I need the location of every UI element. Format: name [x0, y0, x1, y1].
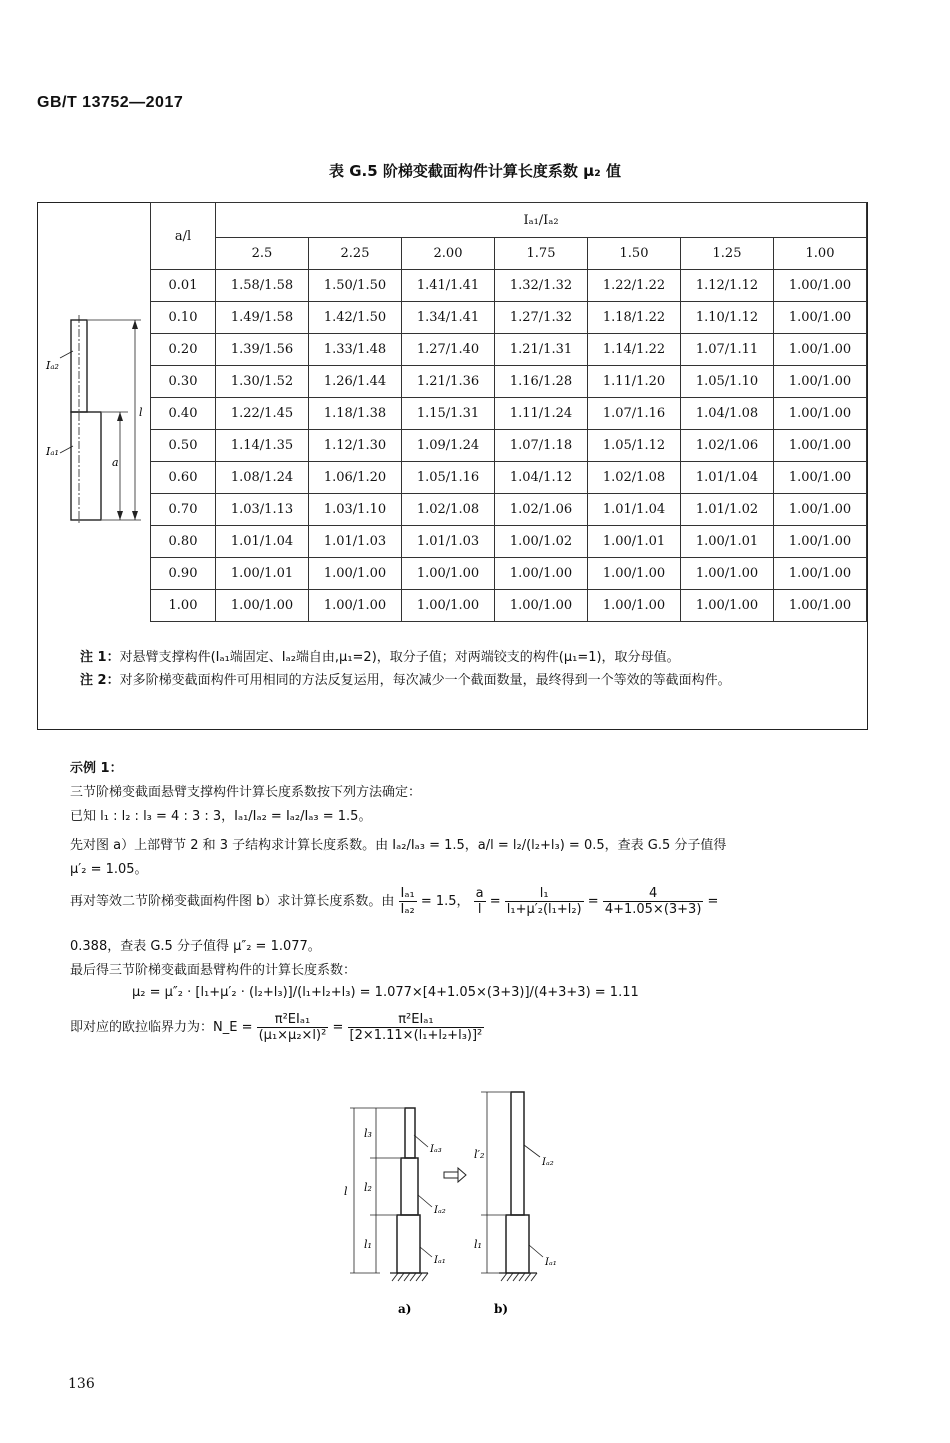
table-row: [151, 398, 867, 430]
table-cell: 1.00/1.00: [774, 462, 867, 494]
row-header-al: a/l: [151, 203, 216, 270]
mu2-table: [150, 202, 867, 622]
table-cell: 1.02/1.08: [588, 462, 681, 494]
table-cell: 1.00/1.00: [588, 558, 681, 590]
row-al-value: 0.01: [151, 270, 216, 302]
table-cell: 1.06/1.20: [309, 462, 402, 494]
frac-l1: $\frac{\text{l₁}}{\text{l₁+μ′₂(l₁+l₂)}}$: [506, 886, 582, 917]
table-cell: 1.01/1.03: [309, 526, 402, 558]
stepped-column-figure: [340, 1085, 590, 1325]
fig-a-l2: l₂: [364, 1181, 372, 1194]
table-cell: 1.00/1.00: [774, 558, 867, 590]
example-line-4: μ′₂ = 1.05。: [70, 862, 148, 877]
table-cell: 1.00/1.00: [495, 558, 588, 590]
table-cell: 1.00/1.00: [774, 398, 867, 430]
table-cell: 1.00/1.00: [495, 590, 588, 622]
table-cell: 1.00/1.00: [681, 590, 774, 622]
fig-a-l3: l₃: [364, 1127, 372, 1140]
example-line-9: 即对应的欧拉临界力为：N_E = $\frac{\text{π²EIₐ₁}}{\text{(μ₁×μ₂×l)²}}$ = $\frac{\text{π²EIₐ₁}}{\text{[2×1.11×(l₁+l₂+l₃)]²}}$: [70, 1012, 483, 1043]
frac-euler-2: $\frac{\text{π²EIₐ₁}}{\text{[2×1.11×(l₁+l₂+l₃)]²}}$: [349, 1012, 483, 1043]
group-header: Iₐ₁/Iₐ₂: [216, 203, 867, 238]
frac-euler-1: $\frac{\text{π²EIₐ₁}}{\text{(μ₁×μ₂×l)²}}$: [258, 1012, 327, 1043]
fig-a-l: l: [344, 1185, 348, 1198]
table-cell: 1.00/1.00: [774, 366, 867, 398]
table-cell: 1.49/1.58: [216, 302, 309, 334]
frac-ia1-ia2: $\frac{\text{Iₐ₁}}{\text{Iₐ₂}}$: [400, 886, 415, 917]
table-cell: 1.14/1.22: [588, 334, 681, 366]
fig-label-l: l: [139, 406, 143, 419]
table-row: [151, 334, 867, 366]
table-cell: 1.03/1.10: [309, 494, 402, 526]
fig-b-l1: l₁: [474, 1238, 482, 1251]
table-cell: 1.02/1.08: [402, 494, 495, 526]
transform-arrow-icon: [444, 1168, 466, 1182]
table-cell: 1.22/1.45: [216, 398, 309, 430]
table-cell: 1.32/1.32: [495, 270, 588, 302]
table-cell: 1.18/1.22: [588, 302, 681, 334]
table-cell: 1.21/1.36: [402, 366, 495, 398]
table-cell: 1.01/1.03: [402, 526, 495, 558]
column-header: 1.00: [774, 238, 867, 270]
table-cell: 1.33/1.48: [309, 334, 402, 366]
column-header: 2.25: [309, 238, 402, 270]
example-line-7: 最后得三节阶梯变截面悬臂构件的计算长度系数：: [70, 963, 357, 978]
table-cell: 1.15/1.31: [402, 398, 495, 430]
fig-label-ia1: Iₐ₁: [46, 445, 59, 458]
table-cell: 1.00/1.00: [588, 590, 681, 622]
table-cell: 1.07/1.18: [495, 430, 588, 462]
table-cell: 1.07/1.16: [588, 398, 681, 430]
table-cell: 1.04/1.12: [495, 462, 588, 494]
fig-a-ia2: Iₐ₂: [434, 1205, 446, 1216]
table-row: [151, 558, 867, 590]
table-cell: 1.18/1.38: [309, 398, 402, 430]
page-number: 136: [68, 1376, 95, 1392]
row-al-value: 0.10: [151, 302, 216, 334]
fig-label-ia2: Iₐ₂: [46, 359, 59, 372]
table-cell: 1.22/1.22: [588, 270, 681, 302]
table-cell: 1.00/1.01: [681, 526, 774, 558]
table-cell: 1.00/1.02: [495, 526, 588, 558]
table-cell: 1.02/1.06: [495, 494, 588, 526]
table-cell: 1.39/1.56: [216, 334, 309, 366]
table-cell: 1.26/1.44: [309, 366, 402, 398]
example-line-8: μ₂ = μ″₂ · [l₁+μ′₂ · (l₂+l₃)]/(l₁+l₂+l₃) = 1.077×[4+1.05×(3+3)]/(4+3+3) = 1.11: [132, 985, 639, 1000]
table-cell: 1.30/1.52: [216, 366, 309, 398]
table-row: [151, 494, 867, 526]
table-cell: 1.00/1.00: [309, 590, 402, 622]
column-header: 2.5: [216, 238, 309, 270]
table-cell: 1.21/1.31: [495, 334, 588, 366]
column-header: 1.75: [495, 238, 588, 270]
example-line-1: 三节阶梯变截面悬臂支撑构件计算长度系数按下列方法确定：: [70, 785, 422, 800]
table-cell: 1.02/1.06: [681, 430, 774, 462]
table-notes: [80, 646, 860, 692]
table-cell: 1.50/1.50: [309, 270, 402, 302]
table-figure: [38, 203, 150, 633]
caption-a: a): [398, 1302, 412, 1316]
table-cell: 1.27/1.40: [402, 334, 495, 366]
table-row: [151, 430, 867, 462]
table-cell: 1.00/1.00: [774, 302, 867, 334]
row-al-value: 1.00: [151, 590, 216, 622]
table-cell: 1.58/1.58: [216, 270, 309, 302]
frac-a-l: $\frac{a}{l}$: [475, 886, 484, 917]
table-cell: 1.04/1.08: [681, 398, 774, 430]
fig-a-l1: l₁: [364, 1238, 372, 1251]
table-title: 表 G.5 阶梯变截面构件计算长度系数 μ₂ 值: [329, 162, 621, 180]
table-cell: 1.00/1.01: [588, 526, 681, 558]
row-al-value: 0.70: [151, 494, 216, 526]
fig-a-ia3: Iₐ₃: [430, 1144, 442, 1155]
table-cell: 1.00/1.00: [309, 558, 402, 590]
table-cell: 1.14/1.35: [216, 430, 309, 462]
table-row: [151, 590, 867, 622]
table-row: [151, 366, 867, 398]
example-line-5: 再对等效二节阶梯变截面构件图 b）求计算长度系数。由 $\frac{\text{Iₐ₁}}{\text{Iₐ₂}}$ = 1.5， $\frac{a}{l}$ = $\frac{\text{l₁}}{\text{l₁+μ′₂(l₁+l₂)}}$ = $\frac{4}{4+1.05\times(3+3)}$ =: [70, 886, 719, 917]
table-row: [151, 302, 867, 334]
fig-a-ia1: Iₐ₁: [434, 1255, 446, 1266]
standard-code: GB/T 13752—2017: [37, 94, 184, 111]
table-row: [151, 462, 867, 494]
table-cell: 1.09/1.24: [402, 430, 495, 462]
table-cell: 1.11/1.20: [588, 366, 681, 398]
table-cell: 1.16/1.28: [495, 366, 588, 398]
fig-b-l2p: l′₂: [474, 1148, 485, 1161]
example-line-3: 先对图 a）上部臂节 2 和 3 子结构求计算长度系数。由 Iₐ₂/Iₐ₃ = 1.5，a/l = l₂/(l₂+l₃) = 0.5，查表 G.5 分子值得: [70, 838, 727, 853]
table-row: [151, 270, 867, 302]
table-cell: 1.27/1.32: [495, 302, 588, 334]
table-cell: 1.08/1.24: [216, 462, 309, 494]
table-cell: 1.42/1.50: [309, 302, 402, 334]
column-header: 1.25: [681, 238, 774, 270]
table-cell: 1.00/1.00: [402, 558, 495, 590]
table-cell: 1.41/1.41: [402, 270, 495, 302]
fig-label-a: a: [112, 456, 119, 469]
note-2: 注 2：对多阶梯变截面构件可用相同的方法反复运用，每次减少一个截面数量，最终得到一个等效的等截面构件。: [80, 673, 731, 688]
table-cell: 1.12/1.12: [681, 270, 774, 302]
row-al-value: 0.50: [151, 430, 216, 462]
table-cell: 1.10/1.12: [681, 302, 774, 334]
table-cell: 1.01/1.04: [216, 526, 309, 558]
fig-b-ia1: Iₐ₁: [545, 1257, 557, 1268]
table-cell: 1.12/1.30: [309, 430, 402, 462]
table-row: [151, 526, 867, 558]
row-al-value: 0.20: [151, 334, 216, 366]
table-cell: 1.01/1.04: [588, 494, 681, 526]
row-al-value: 0.40: [151, 398, 216, 430]
table-cell: 1.01/1.04: [681, 462, 774, 494]
table-cell: 1.05/1.16: [402, 462, 495, 494]
column-header: 1.50: [588, 238, 681, 270]
table-cell: 1.00/1.00: [774, 270, 867, 302]
table-cell: 1.05/1.10: [681, 366, 774, 398]
example-line-2: 已知 l₁ : l₂ : l₃ = 4 : 3 : 3，Iₐ₁/Iₐ₂ = Iₐ₂/Iₐ₃ = 1.5。: [70, 809, 372, 824]
table-cell: 1.00/1.00: [216, 590, 309, 622]
table-cell: 1.11/1.24: [495, 398, 588, 430]
table-cell: 1.00/1.00: [681, 558, 774, 590]
row-al-value: 0.60: [151, 462, 216, 494]
row-al-value: 0.80: [151, 526, 216, 558]
table-cell: 1.00/1.00: [774, 334, 867, 366]
example-heading: 示例 1：: [70, 761, 123, 776]
table-cell: 1.00/1.00: [402, 590, 495, 622]
note-1: 注 1：对悬臂支撑构件(Iₐ₁端固定、Iₐ₂端自由,μ₁=2)，取分子值；对两端铰支的构件(μ₁=1)，取分母值。: [80, 650, 680, 665]
row-al-value: 0.30: [151, 366, 216, 398]
row-al-value: 0.90: [151, 558, 216, 590]
table-cell: 1.00/1.00: [774, 590, 867, 622]
table-cell: 1.07/1.11: [681, 334, 774, 366]
caption-b: b): [494, 1302, 509, 1316]
table-cell: 1.05/1.12: [588, 430, 681, 462]
table-cell: 1.00/1.00: [774, 526, 867, 558]
table-cell: 1.01/1.02: [681, 494, 774, 526]
table-cell: 1.00/1.00: [774, 430, 867, 462]
table-cell: 1.00/1.01: [216, 558, 309, 590]
fig-b-ia2: Iₐ₂: [542, 1157, 554, 1168]
table-cell: 1.34/1.41: [402, 302, 495, 334]
table-cell: 1.00/1.00: [774, 494, 867, 526]
example-line-6: 0.388，查表 G.5 分子值得 μ″₂ = 1.077。: [70, 939, 321, 954]
frac-numeric: $\frac{4}{4+1.05\times(3+3)}$: [604, 886, 702, 917]
column-header: 2.00: [402, 238, 495, 270]
table-cell: 1.03/1.13: [216, 494, 309, 526]
